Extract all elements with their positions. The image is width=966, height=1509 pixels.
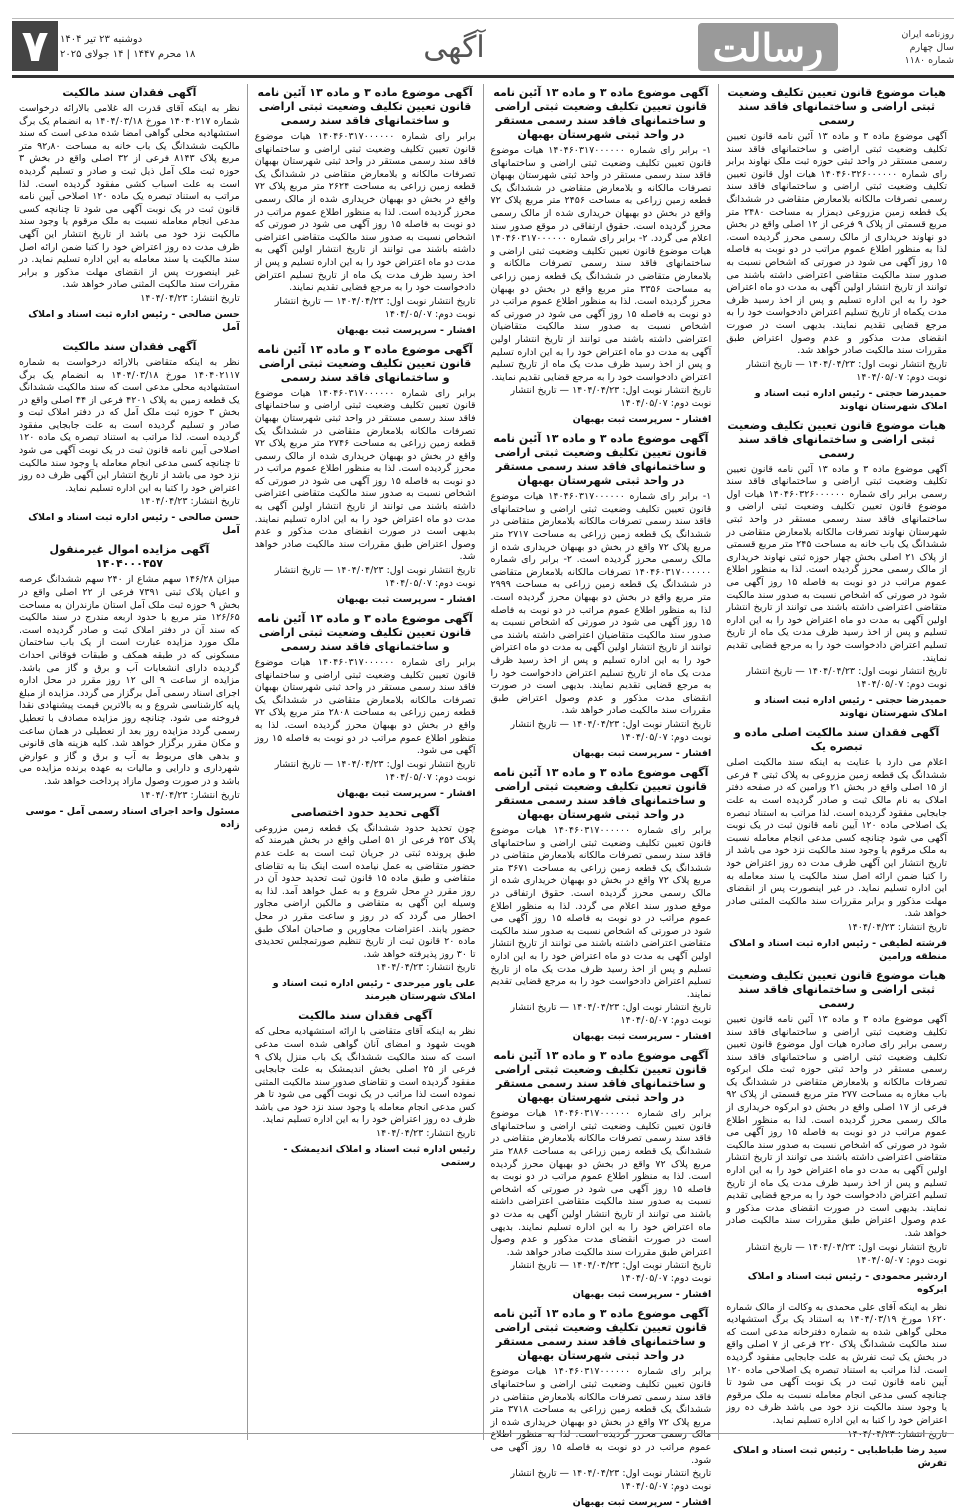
bottom-rule [12,1433,954,1434]
column-3 [247,84,483,1440]
notice-signature: مسئول واحد اجرای اسناد رسمی آمل - موسی زاده [25,805,240,830]
notice-title: آگهی موضوع ماده ۳ و ماده ۱۳ آئین نامه قانون تعیین تکلیف وضعیت ثبتی اراضی و ساختمانهای فاقد سند رسمی [257,86,473,127]
notice-title: آگهی موضوع ماده ۳ و ماده ۱۳ آئین نامه قانون تعیین تکلیف وضعیت ثبتی اراضی و ساختمانهای فاقد سند رسمی مستقر در واحد ثبتی شهرستان بهبهان [493,1307,709,1363]
notice-signature: افشار - سرپرست ثبت بهبهان [572,747,712,759]
notice-title: آگهی موضوع ماده ۳ و ماده ۱۳ آئین نامه قانون تعیین تکلیف وضعیت ثبتی اراضی و ساختمانهای فاقد سند رسمی مستقر در واحد ثبتی شهرستان بهبهان [493,432,709,488]
notice [491,766,712,1043]
notice [491,1307,712,1509]
notice-signature: علی یاور میرحدی - رئیس اداره ثبت اسناد و املاک شهرستان هیرمند [272,978,476,1003]
notice-signature: افشار - سرپرست ثبت بهبهان [572,1031,712,1043]
notice-body: آگهی موضوع ماده ۳ و ماده ۱۳ آئین نامه قانون تعیین تکلیف وضعیت ثبتی اراضی و ساختمانهای فاقد سند رسمی برابر رای شماره ۱۴۰۴۶۰۳۲۶۰۰۰۰۰۰ هیات اول موضوع قانون تعیین تکلیف وضعیت ثبتی اراضی و ساختمانهای فاقد سند رسمی مستقر در واحد ثبتی شهرستان نهاوند تصرفات مالکانه بلامعارض متقاضی در ششدانگ یک باب خانه به مساحت ۲۴۵ متر مربع قسمتی از پلاک ۲۱ اصلی بخش چهار حوزه ثبتی نهاوند خریداری از مالک رسمی محرز گردیده است. لذا به منظور اطلاع عموم مراتب در دو نوبت به فاصله ۱۵ روز آگهی می شود در صورتی که اشخاص نسبت به صدور سند مالکیت متقاضی اعتراضی داشته باشند می توانند از تاریخ انتشار اولین آگهی به مدت دو ماه اعتراض خود را به این اداره تسلیم و پس از اخذ رسید ظرف مدت یک ماه از تاریخ تسلیم اعتراض دادخواست خود را به مرجع قضایی تقدیم نمایند. [726,463,947,664]
paper-label: روزنامه ایران [901,28,954,40]
notice [19,340,240,538]
notice-title: هیات موضوع قانون تعیین تکلیف وضعیت ثبتی اراضی و ساختمانهای فاقد سند رسمی [727,968,946,1010]
masthead-info [844,28,954,67]
masthead [12,18,954,78]
notice [726,419,947,721]
notice-signature: حسن صالحی - رئیس اداره ثبت اسناد و املاک آمل [28,512,240,537]
notice [255,1009,476,1169]
notice [726,86,947,413]
column-1 [718,84,954,1469]
notice-dates: تاریخ انتشار: ۱۴۰۴/۰۴/۲۳ [376,962,476,974]
section-title: آگهی [423,29,485,65]
notice-body: برابر رای شماره ۱۴۰۴۶۰۳۱۷۰۰۰۰۰۰ هیات موضوع قانون تعیین تکلیف وضعیت ثبتی اراضی و ساختمانهای فاقد سند رسمی مستقر در واحد ثبتی شهرستان بهبهان تصرفات مالکانه بلامعارض متقاضی در ششدانگ یک قطعه زمین زراعی به مساحت ۲۸۰۸ متر مربع پلاک ۷۲ واقع در بخش دو بهبهان محرز گردیده است. لذا به منظور اطلاع عموم مراتب در دو نوبت به فاصله ۱۵ روز آگهی می شود. [254,657,476,757]
notice-signature: سید رضا طباطبایی - رئیس ثبت اسناد و املاک تفرش [732,1444,947,1469]
date-line-1: دوشنبه ۲۳ تیر ۱۴۰۴ [60,34,143,45]
notice-dates: تاریخ انتشار نوبت اول: ۱۴۰۴/۰۴/۲۳ — تاریخ انتشار نوبت دوم: ۱۴۰۴/۰۵/۰۷ [510,718,712,743]
notice-body: نظر به اینکه متقاضی بالارائه درخواست به شماره ۱۴۰۴۰۲۱۱۷ مورخ ۱۴۰۴/۰۳/۱۸ به انضمام یک برگ استشهادیه محلی مدعی است که سند مالکیت ششدانگ یک قطعه زمین به پلاک ۴۲۰۱ فرعی از ۴۴ اصلی واقع در بخش ۳ حوزه ثبت ملک آمل که در دفتر املاک ثبت و صادر و تسلیم گردیده است به علت جابجایی مفقود گردیده است. لذا مراتب به استناد تبصره یک ماده ۱۲۰ اصلاحی آیین نامه قانون ثبت در یک نوبت آگهی می شود تا چنانچه کسی مدعی انجام معامله یا وجود سند مالکیت نزد خود می باشد از تاریخ انتشار این آگهی ظرف ده روز اعتراض خود را کتبا به این اداره تسلیم نماید. [19,356,240,494]
newspaper-logo: رسالت [698,23,838,71]
notice-body: نظر به اینکه آقای قدرت اله غلامی بالارائه درخواست شماره ۱۴۰۴۰۲۱۷ مورخ ۱۴۰۴/۰۳/۱۸ به انضمام یک برگ استشهادیه محلی گواهی امضا شده مدعی است که سند مالکیت ششدانگ یک باب خانه به مساحت ۹۲٫۸۰ متر مربع پلاک ۸۱۴۳ فرعی از ۳۲ اصلی واقع در بخش ۳ حوزه ثبت ملک آمل ذیل ثبت و صادر و تسلیم گردیده است به علت اسباب کشی مفقود گردیده است. لذا مراتب به استناد تبصره یک ماده ۱۲۰ اصلاحی آیین نامه قانون ثبت در یک نوبت آگهی می شود تا چنانچه کسی مدعی انجام معامله نسبت به ملک مرقوم یا وجود سند مالکیت نزد خود می باشد از تاریخ انتشار این آگهی ظرف مدت ده روز اعتراض خود را کتبا ضمن ارائه اصل سند مالکیت یا سند معامله به این اداره تسلیم نماید. در غیر اینصورت پس از انقضای مهلت مذکور و برابر مقررات سند مالکیت المثنی صادر خواهد شد. [19,103,240,291]
notice-signature: افشار - سرپرست ثبت بهبهان [572,1497,712,1509]
notice-body: آگهی موضوع ماده ۳ و ماده ۱۳ آئین نامه قانون تعیین تکلیف وضعیت ثبتی اراضی و ساختمانهای فاقد سند رسمی مستقر در واحد ثبتی حوزه ثبت ملک نهاوند برابر رای شماره ۱۴۰۴۶۰۳۲۶۰۰۰۰۰۰ هیات اول قانون تعیین تکلیف وضعیت ثبتی اراضی و ساختمانهای فاقد سند رسمی تصرفات مالکانه بلامعارض متقاضی در ششدانگ یک قطعه زمین مزروعی دیمزار به مساحت ۲۴۸۰ متر مربع قسمتی از پلاک ۹ فرعی از ۱۲ اصلی واقع در بخش دو نهاوند خریداری از مالک رسمی محرز گردیده است. لذا به منظور اطلاع عموم مراتب در دو نوبت به فاصله ۱۵ روز آگهی می شود در صورتی که اشخاص نسبت به صدور سند مالکیت متقاضی اعتراضی داشته باشند می توانند از تاریخ انتشار اولین آگهی به مدت دو ماه اعتراض خود را به این اداره تسلیم و پس از اخذ رسید ظرف مدت یکماه از تاریخ تسلیم اعتراض دادخواست خود را به مرجع قضایی تقدیم نمایند. بدیهی است در صورت انقضای مدت مذکور و عدم وصول اعتراض طبق مقررات سند مالکیت صادر خواهد شد. [726,131,947,357]
notice-dates: تاریخ انتشار نوبت اول: ۱۴۰۴/۰۴/۲۳ — تاریخ انتشار نوبت دوم: ۱۴۰۴/۰۵/۰۷ [274,758,476,783]
notice-signature: فرشته لطیفی - رئیس اداره ثبت اسناد و املاک منطقه ورامین [729,937,947,962]
notice [726,726,947,963]
notice-title: آگهی موضوع ماده ۳ و ماده ۱۳ آئین نامه قانون تعیین تکلیف وضعیت ثبتی اراضی و ساختمانهای فاقد سند رسمی [257,612,473,654]
notice [726,1302,947,1470]
notice-title: آگهی موضوع ماده ۳ و ماده ۱۳ آئین نامه قانون تعیین تکلیف وضعیت ثبتی اراضی و ساختمانهای فاقد سند رسمی مستقر در واحد ثبتی شهرستان بهبهان [493,86,709,141]
notice-body: نظر به اینکه آقای متقاضی با ارائه استشهادیه محلی که هویت شهود و امضای آنان گواهی شده است مدعی است که سند مالکیت ششدانگ یک باب منزل پلاک ۹ فرعی از ۲۵ اصلی بخش اندیمشک به علت جابجایی مفقود گردیده است و تقاضای صدور سند مالکیت المثنی نموده است لذا مراتب در یک نوبت آگهی می شود تا هر کس مدعی انجام معامله یا وجود سند نزد خود می باشد ظرف ده روز اعتراض خود را به این اداره تسلیم نماید. [254,1026,476,1126]
notice-body: میزان ۱۴۶/۲۸ سهم مشاع از ۲۴۰ سهم ششدانگ عرصه و اعیان پلاک ثبتی ۷۳۹۱ فرعی از ۲۲ اصلی واقع در بخش ۹ حوزه ثبت ملک آمل استان مازندران به مساحت ۱۲۶/۶۵ متر مربع با حدود اربعه مندرج در سند مالکیت که سند آن در دفتر املاک ثبت و صادر گردیده است. ملک مورد مزایده عبارت است از یک باب ساختمان مسکونی که در طبقه همکف و طبقات فوقانی احداث گردیده دارای انشعابات آب و برق و گاز می باشد. مزایده از ساعت ۹ الی ۱۲ روز مقرر در محل اداره اجرای اسناد رسمی آمل برگزار می گردد. مزایده از مبلغ پایه کارشناسی شروع و به بالاترین قیمت پیشنهادی نقدا فروخته می شود. چنانچه روز مزایده مصادف با تعطیل رسمی گردد مزایده روز بعد از تعطیلی در همان ساعت و مکان مقرر برگزار خواهد شد. کلیه هزینه های قانونی و بدهی های مربوط به آب و برق و گاز و عوارض شهرداری و دارایی و مالیات به عهده برنده مزایده می باشد و در صورت وصول مازاد پرداخت خواهد شد. [19,574,240,787]
notice-title: آگهی فقدان سند مالکیت [62,339,197,353]
notice-signature: رئیس اداره ثبت اسناد و املاک اندیمشک - رستمی [283,1144,476,1169]
notice-title: آگهی موضوع ماده ۳ و ماده ۱۳ آئین نامه قانون تعیین تکلیف وضعیت ثبتی اراضی و ساختمانهای فاقد سند رسمی [257,342,473,384]
notice [491,86,712,426]
date-line-2: ۱۸ محرم ۱۴۴۷ | ۱۴ جولای ۲۰۲۵ [60,49,196,60]
notice [255,806,476,1004]
notice [255,343,476,606]
notice-dates: تاریخ انتشار نوبت اول: ۱۴۰۴/۰۴/۲۳ — تاریخ انتشار نوبت دوم: ۱۴۰۴/۰۵/۰۷ [510,1468,712,1493]
notice-dates: تاریخ انتشار نوبت اول: ۱۴۰۴/۰۴/۲۳ — تاریخ انتشار نوبت دوم: ۱۴۰۴/۰۵/۰۷ [746,358,947,383]
notice [491,432,712,760]
notice-dates: تاریخ انتشار: ۱۴۰۴/۰۴/۲۳ [847,921,947,933]
notice-signature: افشار - سرپرست ثبت بهبهان [336,594,476,606]
notice-signature: حمیدرضا حجتی - رئیس اداره ثبت اسناد و املاک شهرستان نهاوند [754,387,947,412]
notice-body: برابر رای شماره ۱۴۰۴۶۰۳۱۷۰۰۰۰۰۰ هیات موضوع قانون تعیین تکلیف وضعیت ثبتی اراضی و ساختمانهای فاقد سند رسمی تصرفات مالکانه بلامعارض متقاضی در ششدانگ یک قطعه زمین زراعی به مساحت ۳۶۷۱ متر مربع پلاک ۷۲ واقع در بخش دو بهبهان خریداری شده از مالک رسمی محرز گردیده است. حقوق ارتفاقی در موقع صدور سند اعلام می گردد. لذا به منظور اطلاع عموم مراتب در دو نوبت به فاصله ۱۵ روز آگهی می شود در صورتی که اشخاص نسبت به صدور سند مالکیت متقاضی اعتراضی داشته باشند می توانند از تاریخ انتشار اولین آگهی به مدت دو ماه اعتراض خود را به این اداره تسلیم و پس از اخذ رسید ظرف مدت یک ماه از تاریخ تسلیم اعتراض دادخواست خود را به مرجع قضایی تقدیم نمایند. [490,824,712,1000]
notice [255,86,476,337]
notice-title: آگهی مزایده اموال غیرمنقول ۱۴۰۴۰۰۰۴۵۷ [49,543,210,571]
notice-signature: اردشیر محمودی - رئیس ثبت اسناد و املاک ابرکوه [747,1270,947,1295]
notice-dates: تاریخ انتشار نوبت اول: ۱۴۰۴/۰۴/۲۳ — تاریخ انتشار نوبت دوم: ۱۴۰۴/۰۵/۰۷ [746,666,947,691]
notice-dates: تاریخ انتشار نوبت اول: ۱۴۰۴/۰۴/۲۳ — تاریخ انتشار نوبت دوم: ۱۴۰۴/۰۵/۰۷ [510,1260,712,1285]
notice-title: هیات موضوع قانون تعیین تکلیف وضعیت ثبتی اراضی و ساختمانهای فاقد سند رسمی [727,86,946,127]
notice-body: برابر رای شماره ۱۴۰۴۶۰۳۱۷۰۰۰۰۰۰ هیات موضوع قانون تعیین تکلیف وضعیت ثبتی اراضی و ساختمانهای فاقد سند رسمی تصرفات مالکانه بلامعارض متقاضی در ششدانگ یک قطعه زمین زراعی به مساحت ۳۷۱۸ متر مربع پلاک ۷۲ واقع در بخش دو بهبهان خریداری شده از مالک رسمی محرز گردیده است. لذا به منظور اطلاع عموم مراتب در دو نوبت به فاصله ۱۵ روز آگهی می شود. [490,1366,712,1466]
notice-title: آگهی فقدان سند مالکیت اصلی ماده و تبصره یک [733,726,940,754]
notice-dates: تاریخ انتشار: ۱۴۰۴/۰۴/۲۳ [376,1128,476,1140]
notice-signature: افشار - سرپرست ثبت بهبهان [572,1289,712,1301]
year-line: سال چهارم [909,41,954,53]
notice [19,86,240,334]
notice-title: آگهی موضوع ماده ۳ و ماده ۱۳ آئین نامه قانون تعیین تکلیف وضعیت ثبتی اراضی و ساختمانهای فاقد سند رسمی مستقر در واحد ثبتی شهرستان بهبهان [493,1049,709,1105]
notice-dates: تاریخ انتشار: ۱۴۰۴/۰۴/۲۳ [847,1428,947,1440]
notice [491,1049,712,1301]
notice-body: اعلام می دارد با عنایت به اینکه سند مالکیت اصلی ششدانگ یک قطعه زمین مزروعی به پلاک ثبتی ۴ فرعی از ۱۵ اصلی واقع در بخش ۲۱ ورامین که در صفحه دفتر املاک به نام مالک ثبت و صادر گردیده است به علت جابجایی مفقود گردیده است. لذا مراتب به استناد تبصره یک اصلاحی ماده ۱۲۰ آیین نامه قانون ثبت در یک نوبت آگهی می شود چنانچه کسی مدعی انجام معامله نسبت به ملک مرقوم یا وجود سند مالکیت نزد خود می باشد از تاریخ انتشار این آگهی ظرف مدت ده روز اعتراض خود را کتبا ضمن ارائه اصل سند مالکیت یا سند معامله به این اداره تسلیم نماید. در غیر اینصورت پس از انقضای مهلت مذکور و برابر مقررات سند مالکیت المثنی صادر خواهد شد. [726,757,948,920]
notice-columns [12,84,954,1509]
notice-body: برابر رای شماره ۱۴۰۴۶۰۳۱۷۰۰۰۰۰۰ هیات موضوع قانون تعیین تکلیف وضعیت ثبتی اراضی و ساختمانهای فاقد سند رسمی مستقر در واحد ثبتی شهرستان بهبهان تصرفات مالکانه بلامعارض متقاضی در ششدانگ یک قطعه زمین زراعی به مساحت ۲۷۴۶ متر مربع پلاک ۷۲ واقع در بخش دو بهبهان خریداری شده از مالک رسمی محرز گردیده است. لذا به منظور اطلاع عموم مراتب در دو نوبت به فاصله ۱۵ روز آگهی می شود در صورتی که اشخاص نسبت به صدور سند مالکیت متقاضی اعتراضی داشته باشند می توانند از تاریخ انتشار اولین آگهی به مدت دو ماه اعتراض خود را به این اداره تسلیم نمایند. بدیهی است در صورت انقضای مدت مذکور و عدم وصول اعتراض طبق مقررات سند مالکیت صادر خواهد شد. [254,387,476,563]
notice-body: آگهی موضوع ماده ۳ و ماده ۱۳ آئین نامه قانون تعیین تکلیف وضعیت ثبتی اراضی و ساختمانهای فاقد سند رسمی برابر رای صادره هیات اول موضوع قانون تعیین تکلیف وضعیت ثبتی اراضی و ساختمانهای فاقد سند رسمی مستقر در واحد ثبتی حوزه ثبت ملک ابرکوه تصرفات مالکانه و بلامعارض متقاضی در ششدانگ یک باب مغازه به مساحت ۲۷۷ متر مربع قسمتی از پلاک ۹۲ فرعی از ۱۷ اصلی واقع در بخش دو ابرکوه خریداری از مالک رسمی محرز گردیده است. لذا به منظور اطلاع عموم مراتب در دو نوبت به فاصله ۱۵ روز آگهی می شود در صورتی که اشخاص نسبت به صدور سند مالکیت متقاضی اعتراضی داشته باشند می توانند از تاریخ انتشار اولین آگهی به مدت دو ماه اعتراض خود را به این اداره تسلیم و پس از اخذ رسید ظرف مدت یک ماه از تاریخ تسلیم اعتراض دادخواست خود را به مرجع قضایی تقدیم نمایند. بدیهی است در صورت انقضای مدت مذکور و عدم وصول اعتراض طبق مقررات سند مالکیت صادر خواهد شد. [726,1013,948,1239]
notice [255,612,476,800]
notice-title: آگهی تحدید حدود اختصاصی [290,805,440,819]
notice-signature: حسن صالحی - رئیس اداره ثبت اسناد و املاک آمل [28,308,240,333]
notice-signature: افشار - سرپرست ثبت بهبهان [336,324,476,336]
notice-dates: تاریخ انتشار: ۱۴۰۴/۰۴/۲۳ [140,789,240,801]
notice-title: آگهی موضوع ماده ۳ و ماده ۱۳ آئین نامه قانون تعیین تکلیف وضعیت ثبتی اراضی و ساختمانهای فاقد سند رسمی مستقر در واحد ثبتی شهرستان بهبهان [493,765,709,821]
notice-title: هیات موضوع قانون تعیین تکلیف وضعیت ثبتی اراضی و ساختمانهای فاقد سند رسمی [727,418,946,460]
notice-signature: حمیدرضا حجتی - رئیس اداره ثبت اسناد و املاک شهرستان نهاوند [754,695,947,720]
notice-dates: تاریخ انتشار نوبت اول: ۱۴۰۴/۰۴/۲۳ — تاریخ انتشار نوبت دوم: ۱۴۰۴/۰۵/۰۷ [274,295,476,320]
column-2 [483,84,719,1509]
notice-signature: افشار - سرپرست ثبت بهبهان [336,787,476,799]
notice-body: برابر رای شماره ۱۴۰۴۶۰۳۱۷۰۰۰۰۰۰ هیات موضوع قانون تعیین تکلیف وضعیت ثبتی اراضی و ساختمانهای فاقد سند رسمی مستقر در واحد ثبتی شهرستان بهبهان تصرفات مالکانه و بلامعارض متقاضی در ششدانگ یک قطعه زمین زراعی به مساحت ۲۶۲۴ متر مربع پلاک ۷۲ واقع در بخش دو بهبهان خریداری شده از مالک رسمی محرز گردیده است. لذا به منظور اطلاع عموم مراتب در دو نوبت به فاصله ۱۵ روز آگهی می شود در صورتی که اشخاص نسبت به صدور سند مالکیت متقاضی اعتراضی داشته باشند می توانند از تاریخ انتشار اولین آگهی به مدت دو ماه اعتراض خود را به این اداره تسلیم و پس از اخذ رسید ظرف مدت یک ماه از تاریخ تسلیم اعتراض دادخواست خود را به مرجع قضایی تقدیم نمایند. [254,131,476,294]
notice-body: برابر رای شماره ۱۴۰۴۶۰۳۱۷۰۰۰۰۰۰ هیات موضوع قانون تعیین تکلیف وضعیت ثبتی اراضی و ساختمانهای فاقد سند رسمی تصرفات مالکانه بلامعارض متقاضی در ششدانگ یک قطعه زمین زراعی به مساحت ۲۸۸۶ متر مربع پلاک ۷۲ واقع در بخش دو بهبهان محرز گردیده است. لذا به منظور اطلاع عموم مراتب در دو نوبت به فاصله ۱۵ روز آگهی می شود در صورتی که اشخاص نسبت به صدور سند مالکیت متقاضی اعتراضی داشته باشند می توانند از تاریخ انتشار اولین آگهی به مدت دو ماه اعتراض خود را به این اداره تسلیم نمایند. بدیهی است در صورت انقضای مدت مذکور و عدم وصول اعتراض طبق مقررات سند مالکیت صادر خواهد شد. [490,1108,712,1258]
notice-body: نظر به اینکه آقای علی محمدی به وکالت از مالک شماره ۱۶۲۰ مورخ ۱۴۰۴/۰۳/۱۹ به استناد یک برگ استشهادیه محلی گواهی شده به شماره دفترخانه مدعی است که سند مالکیت ششدانگ پلاک ۲۲۰ فرعی از ۷ اصلی واقع در بخش یک ثبت تفرش به علت جابجایی مفقود گردیده است. لذا مراتب به استناد تبصره یک اصلاحی ماده ۱۲۰ آیین نامه قانون ثبت در یک نوبت آگهی می شود تا چنانچه کسی مدعی انجام معامله نسبت به ملک مرقوم یا وجود سند مالکیت نزد خود می باشد ظرف ده روز اعتراض خود را کتبا به این اداره تسلیم نماید. [726,1301,948,1426]
notice-title: آگهی فقدان سند مالکیت [62,86,197,99]
notice-dates: تاریخ انتشار نوبت اول: ۱۴۰۴/۰۴/۲۳ — تاریخ انتشار نوبت دوم: ۱۴۰۴/۰۵/۰۷ [510,385,712,410]
issue-line: شماره ۱۱۸۰ [904,54,954,66]
notice [726,969,947,1296]
notice-dates: تاریخ انتشار: ۱۴۰۴/۰۴/۲۳ [140,496,240,508]
notice-dates: تاریخ انتشار نوبت اول: ۱۴۰۴/۰۴/۲۳ — تاریخ انتشار نوبت دوم: ۱۴۰۴/۰۵/۰۷ [274,565,476,590]
notice-body: ۱- برابر رای شماره ۱۴۰۴۶۰۳۱۷۰۰۰۰۰۰ هیات موضوع قانون تعیین تکلیف وضعیت ثبتی اراضی و ساختمانهای فاقد سند رسمی مستقر در واحد ثبتی شهرستان بهبهان تصرفات مالکانه و بلامعارض متقاضی در ششدانگ یک قطعه زمین زراعی به مساحت ۲۴۵۶ متر مربع پلاک ۷۲ واقع در بخش دو بهبهان خریداری شده از مالک رسمی محرز گردیده است. حقوق ارتفاقی در موقع صدور سند اعلام می گردد. ۲- برابر رای شماره ۱۴۰۴۶۰۳۱۷۰۰۰۰۰۰ هیات موضوع قانون تعیین تکلیف وضعیت ثبتی اراضی و ساختمانهای فاقد سند رسمی تصرفات مالکانه و بلامعارض متقاضی در ششدانگ یک قطعه زمین زراعی به مساحت ۳۳۵۶ متر مربع واقع در بخش دو بهبهان محرز گردیده است. لذا به منظور اطلاع عموم مراتب در دو نوبت به فاصله ۱۵ روز آگهی می شود در صورتی که اشخاص نسبت به صدور سند مالکیت متقاضیان اعتراضی داشته باشند می توانند از تاریخ انتشار اولین آگهی به مدت دو ماه اعتراض خود را به این اداره تسلیم و پس از اخذ رسید ظرف مدت یک ماه از تاریخ تسلیم اعتراض دادخواست خود را به مرجع قضایی تقدیم نمایند. [490,145,712,383]
notice-title: آگهی فقدان سند مالکیت [298,1009,433,1023]
notice-body: ۱- برابر رای شماره ۱۴۰۴۶۰۳۱۷۰۰۰۰۰۰ هیات موضوع قانون تعیین تکلیف وضعیت ثبتی اراضی و ساختمانهای فاقد سند رسمی تصرفات مالکانه بلامعارض متقاضی در ششدانگ یک قطعه زمین زراعی به مساحت ۲۷۱۷ متر مربع پلاک ۷۲ واقع در بخش دو بهبهان خریداری شده از مالک رسمی محرز گردیده است. ۲- برابر رای شماره ۱۴۰۴۶۰۳۱۷۰۰۰۰۰۰ تصرفات مالکانه بلامعارض متقاضی در ششدانگ یک قطعه زمین زراعی به مساحت ۲۹۹۹ متر مربع واقع در بخش دو بهبهان محرز گردیده است. لذا به منظور اطلاع عموم مراتب در دو نوبت به فاصله ۱۵ روز آگهی می شود در صورتی که اشخاص نسبت به صدور سند مالکیت متقاضیان اعتراضی داشته باشند می توانند از تاریخ انتشار اولین آگهی به مدت دو ماه اعتراض خود را به این اداره تسلیم و پس از اخذ رسید ظرف مدت یک ماه از تاریخ تسلیم اعتراض دادخواست خود را به مرجع قضایی تقدیم نمایند. بدیهی است در صورت انقضای مدت مذکور و عدم وصول اعتراض طبق مقررات سند مالکیت صادر خواهد شد. [490,491,712,717]
notice [19,543,240,830]
column-4 [12,84,247,1440]
notice-dates: تاریخ انتشار: ۱۴۰۴/۰۴/۲۳ [140,292,240,304]
notice-dates: تاریخ انتشار نوبت اول: ۱۴۰۴/۰۴/۲۳ — تاریخ انتشار نوبت دوم: ۱۴۰۴/۰۵/۰۷ [746,1241,947,1266]
page-number: ۷ [12,21,58,71]
notice-signature: افشار - سرپرست ثبت بهبهان [572,414,712,426]
notice-dates: تاریخ انتشار نوبت اول: ۱۴۰۴/۰۴/۲۳ — تاریخ انتشار نوبت دوم: ۱۴۰۴/۰۵/۰۷ [510,1002,712,1027]
notice-body: چون تحدید حدود ششدانگ یک قطعه زمین مزروعی پلاک ۲۵۳ فرعی از ۵۱ اصلی واقع در بخش هیرمند که طبق پرونده ثبتی در جریان ثبت است به علت عدم حضور متقاضی به عمل نیامده است اینک بنا به تقاضای متقاضی و طبق ماده ۱۵ قانون ثبت تحدید حدود آن در روز مقرر در محل شروع و به عمل خواهد آمد. لذا به وسیله این آگهی به متقاضی و مالکین اراضی مجاور اخطار می گردد که در روز و ساعت مقرر در محل حضور یابند. اعتراضات مجاورین و صاحبان املاک طبق ماده ۲۰ قانون ثبت از تاریخ تنظیم صورتمجلس تحدیدی تا ۳۰ روز پذیرفته خواهد شد. [254,822,476,960]
